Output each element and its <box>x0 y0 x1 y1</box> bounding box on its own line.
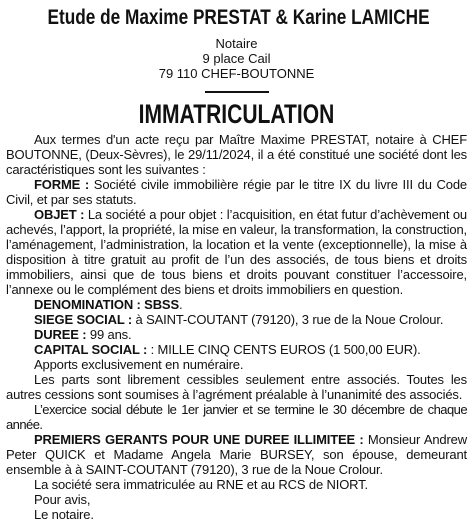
exercice-paragraph: L’exercice social débute le 1er janvier et se termine le 30 décembre de chaque année. <box>6 402 467 432</box>
separator-rule <box>205 91 269 93</box>
denomination-paragraph <box>6 297 467 312</box>
office-city: 79 110 CHEF-BOUTONNE <box>158 66 315 81</box>
gerants-paragraph <box>6 432 467 477</box>
capital-paragraph <box>6 342 467 357</box>
duree-label: DUREE : <box>34 327 87 342</box>
siege-text: à SAINT-COUTANT (79120), 3 rue de la Noue Crolour. <box>132 312 444 327</box>
forme-label: FORME : <box>34 177 90 192</box>
objet-text: La société a pour objet : l’acquisition, en état futur d’achèvement ou achevés, l’apport, la propriété, la mise en valeur, la transformation, la construction, l’aménagement, l’administration, la location et la vente (exceptionnelle), la mise à disposition à titre gratuit au profit de l’un des associés, de tous biens et droits immobiliers, ainsi que de tous biens et droits pouvant constituer l’accessoire, l’annexe ou le complément des biens et droits immobiliers en question. <box>6 207 467 297</box>
rcs-paragraph: La société sera immatriculée au RNE et au RCS de NIORT. <box>34 477 368 492</box>
parts-paragraph: Les parts sont librement cessibles seulement entre associés. Toutes les autres cessions sont soumises à l’agrément préalable à l’unanimité des associés. <box>6 372 467 402</box>
office-name: Etude de Maxime PRESTAT & Karine LAMICHE <box>47 6 430 29</box>
signature-line: Le notaire. <box>34 507 94 522</box>
siege-paragraph <box>6 312 467 327</box>
office-street: 9 place Cail <box>202 51 271 66</box>
gerants-label: PREMIERS GERANTS POUR UNE DUREE ILLIMITEE : <box>34 432 364 447</box>
siege-label: SIEGE SOCIAL : <box>34 312 133 327</box>
duree-text: 99 ans. <box>86 327 132 342</box>
forme-text: Société civile immobilière régie par le titre IX du livre III du Code Civil, et par ses statuts. <box>6 177 467 207</box>
denomination-text: . <box>178 297 183 312</box>
office-role: Notaire <box>215 36 258 51</box>
objet-label: OBJET : <box>34 207 85 222</box>
duree-paragraph <box>6 327 467 342</box>
intro-paragraph: Aux termes d'un acte reçu par Maître Maxime PRESTAT, notaire à CHEF BOUTONNE, (Deux-Sèvres), le 29/11/2024, il a été constitué une société dont les caractéristiques sont les suivantes : <box>6 132 467 177</box>
denomination-label: DENOMINATION : SBSS <box>34 297 179 312</box>
forme-paragraph <box>6 177 467 207</box>
objet-paragraph <box>6 207 467 297</box>
notice-body <box>6 132 467 522</box>
apports-paragraph: Apports exclusivement en numéraire. <box>34 357 244 372</box>
capital-text: : MILLE CINQ CENTS EUROS (1 500,00 EUR). <box>147 342 421 357</box>
gerants-text: Monsieur Andrew Peter QUICK et Madame Angela Marie BURSEY, son épouse, demeurant ensemble à à SAINT-COUTANT (79120), 3 rue de la Noue Crolour. <box>6 432 467 477</box>
closing-line: Pour avis, <box>34 492 91 507</box>
notice-title: IMMATRICULATION <box>138 99 335 129</box>
capital-label: CAPITAL SOCIAL : <box>34 342 148 357</box>
